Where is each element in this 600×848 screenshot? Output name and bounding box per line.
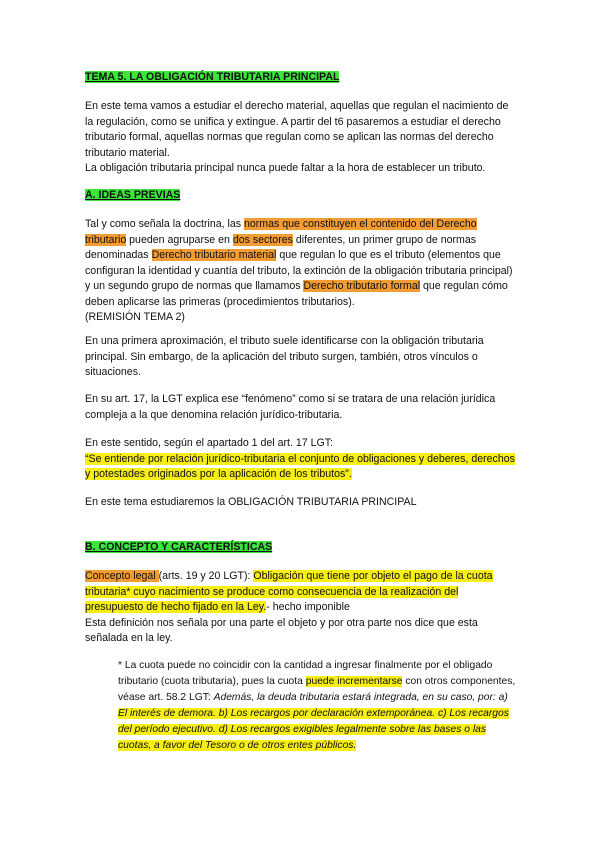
section-a-heading: A. IDEAS PREVIAS bbox=[85, 189, 181, 201]
intro-paragraph-1: En este tema vamos a estudiar el derecho material, aquellas que regulan el nacimiento de la regulación, como se unifica y extingue. A partir del t6 pasaremos a estudiar el derecho tributario formal, aquellas normas que regulan como se aplican las normas del derecho tributario material. bbox=[85, 100, 509, 159]
section-a-paragraph-1: Tal y como señala la doctrina, las normas que constituyen el contenido del Derecho tributario pueden agruparse en dos sectores diferentes, un primer grupo de normas denominadas Derecho tributario material que regulan lo que es el tributo (elementos que configuran la identidad y cuantía del tributo, la extinción de la obligación tributaria principal) y un segundo grupo de normas que llamamos Derecho tributario formal que regulan cómo deben aplicarse las primeras (procedimientos tributarios). (REMISIÓN TEMA 2) bbox=[85, 217, 519, 326]
highlight-recargos: El interés de demora. b) Los recargos por declaración extemporánea. c) Los recargos del período ejecutivo. d) Los recargos exigibles legalmente sobre las bases o las cuotas, a favor del Tesoro o de otros entes públicos. bbox=[118, 708, 509, 751]
section-a-paragraph-3: En su art. 17, la LGT explica ese “fenómeno” como si se tratara de una relación jurídica compleja a la que denomina relación jurídico-tributaria. bbox=[85, 393, 496, 421]
highlight-definicion: Obligación que tiene por objeto el pago de la cuota tributaria* cuyo nacimiento se produce como consecuencia de la realización del presupuesto de hecho fijado en la Ley. bbox=[85, 570, 493, 613]
section-a-paragraph-4: En este sentido, según el apartado 1 del art. 17 LGT: “Se entiende por relación jurídico-tributaria el conjunto de obligaciones y deberes, derechos y potestades originados por la aplicación de los tributos”. bbox=[85, 437, 515, 480]
highlight-dos-sectores: dos sectores bbox=[232, 233, 293, 246]
highlight-incrementarse: puede incrementarse bbox=[305, 676, 403, 687]
footnote-cuota: * La cuota puede no coincidir con la cantidad a ingresar finalmente por el obligado tributario (cuota tributaria), pues la cuota puede incrementarse con otros componentes, véase art. 58.2 LGT: Además, la deuda tributaria estará integrada, en su caso, por: a) El interés de demora. b) Los recargos por declaración extemporánea. c) Los recargos del período ejecutivo. d) Los recargos exigibles legalmente sobre las bases o las cuotas, a favor del Tesoro o de otros entes públicos. bbox=[118, 660, 516, 751]
highlight-derecho-formal: Derecho tributario formal bbox=[303, 280, 421, 292]
intro bbox=[85, 99, 519, 177]
page-title: TEMA 5. LA OBLIGACIÓN TRIBUTARIA PRINCIPAL bbox=[85, 71, 340, 83]
lgt-quote: “Se entiende por relación jurídico-tributaria el conjunto de obligaciones y deberes, derechos y potestades originados por la aplicación de los tributos”. bbox=[85, 452, 515, 480]
section-a-paragraph-2: En una primera aproximación, el tributo suele identificarse con la obligación tributaria principal. Sin embargo, de la aplicación del tributo surgen, también, otros vínculos o situaciones. bbox=[85, 335, 484, 378]
remision-note: (REMISIÓN TEMA 2) bbox=[85, 311, 185, 323]
intro-paragraph-2: La obligación tributaria principal nunca puede faltar a la hora de establecer un tributo. bbox=[85, 162, 486, 174]
section-b-paragraph-2: Esta definición nos señala por una parte el objeto y por otra parte nos dice que esta señalada en la ley. bbox=[85, 616, 478, 644]
section-b-heading: B. CONCEPTO Y CARACTERÍSTICAS bbox=[85, 541, 273, 553]
highlight-normas: normas que constituyen el contenido del Derecho tributario bbox=[85, 218, 477, 246]
highlight-derecho-material: Derecho tributario material bbox=[151, 249, 277, 261]
section-b-paragraph-1: Concepto legal (arts. 19 y 20 LGT): Obligación que tiene por objeto el pago de la cuota tributaria* cuyo nacimiento se produce como consecuencia de la realización del presupuesto de hecho fijado en la Ley.- hecho imponible Esta definición nos señala por una parte el objeto y por otra parte nos dice que esta señalada en la ley. bbox=[85, 569, 519, 647]
section-a-paragraph-5: En este tema estudiaremos la OBLIGACIÓN TRIBUTARIA PRINCIPAL bbox=[85, 496, 417, 508]
highlight-concepto-legal: Concepto legal bbox=[85, 570, 159, 582]
